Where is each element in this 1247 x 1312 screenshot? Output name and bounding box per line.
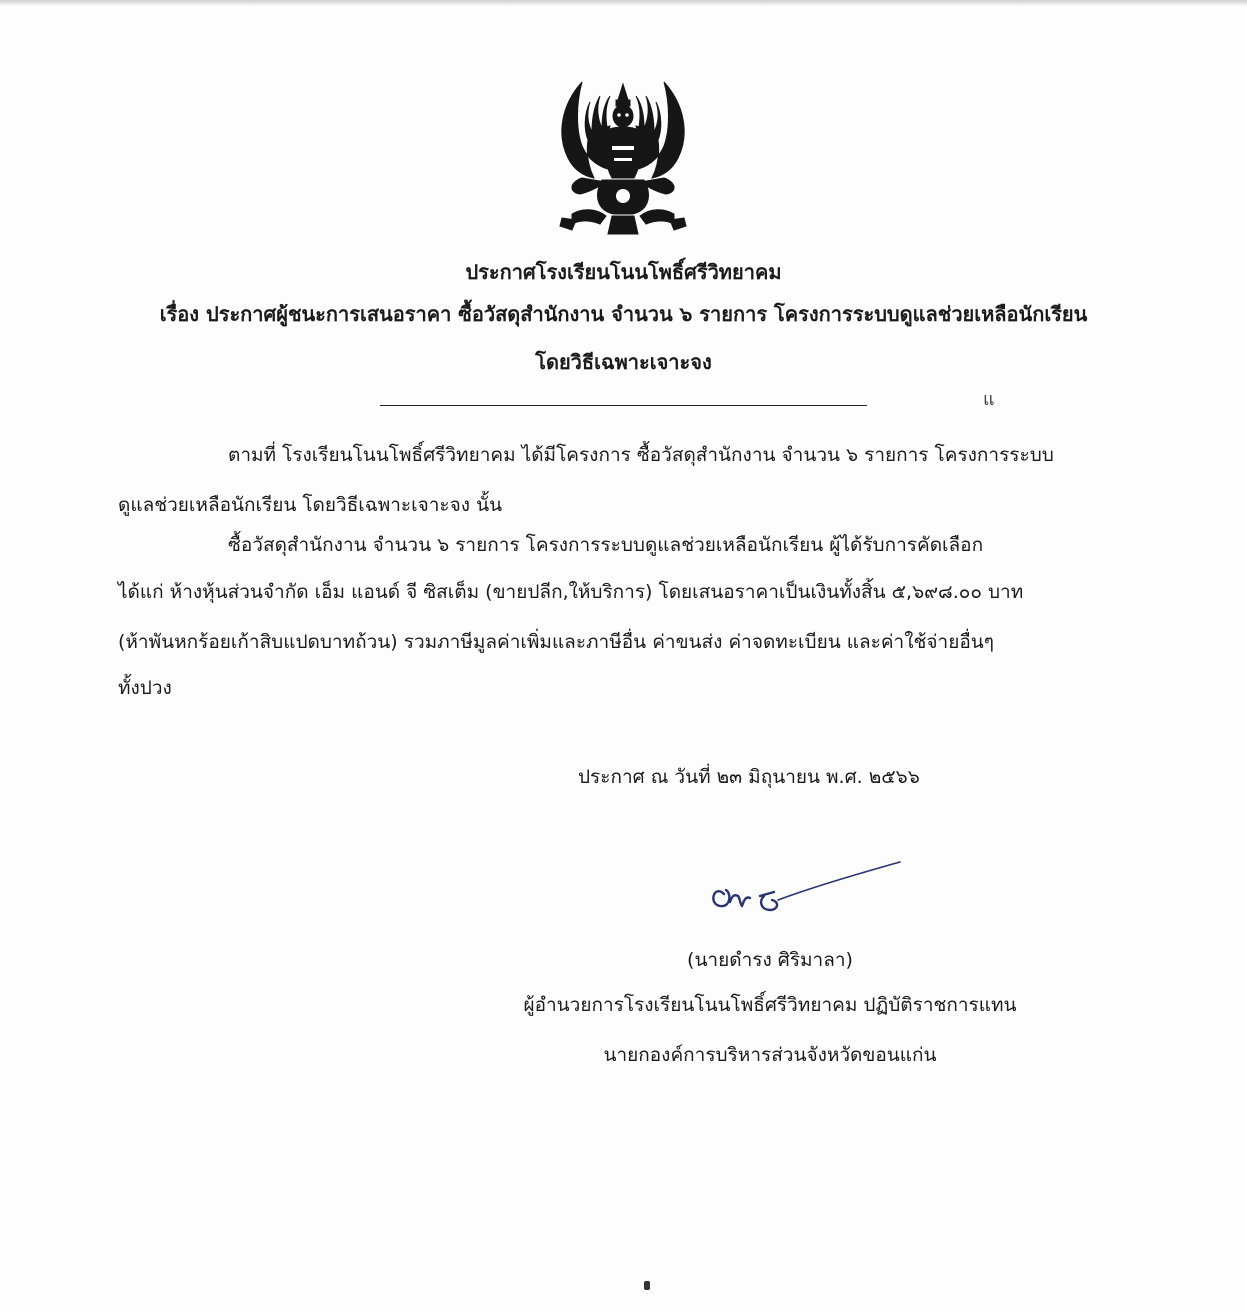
body-paragraph-1-line-1: ตามที่ โรงเรียนโนนโพธิ์ศรีวิทยาคม ได้มีโครงการ ซื้อวัสดุสำนักงาน จำนวน ๖ รายการ โครงการระบบ xyxy=(228,444,1054,466)
body-paragraph-2-line-3: (ห้าพันหกร้อยเก้าสิบแปดบาทถ้วน) รวมภาษีมูลค่าเพิ่มและภาษีอื่น ค่าขนส่ง ค่าจดทะเบียน และค่าใช้จ่ายอื่นๆ xyxy=(118,631,994,653)
signatory-name: (นายดำรง ศิริมาลา) xyxy=(687,949,853,971)
announcement-subject: เรื่อง ประกาศผู้ชนะการเสนอราคา ซื้อวัสดุสำนักงาน จำนวน ๖ รายการ โครงการระบบดูแลช่วยเหลือนักเรียน xyxy=(159,302,1088,326)
title-divider xyxy=(380,405,867,406)
stray-mark: แ xyxy=(983,389,995,410)
body-paragraph-2-line-1: ซื้อวัสดุสำนักงาน จำนวน ๖ รายการ โครงการระบบดูแลช่วยเหลือนักเรียน ผู้ได้รับการคัดเลือก xyxy=(228,534,984,556)
garuda-emblem-icon xyxy=(542,74,704,244)
handwritten-signature xyxy=(700,852,910,922)
signatory-position-1: ผู้อำนวยการโรงเรียนโนนโพธิ์ศรีวิทยาคม ปฏิบัติราชการแทน xyxy=(523,994,1017,1016)
announcement-title: ประกาศโรงเรียนโนนโพธิ์ศรีวิทยาคม xyxy=(465,260,782,284)
scan-speck xyxy=(644,1281,650,1290)
signatory-position-2: นายกองค์การบริหารส่วนจังหวัดขอนแก่น xyxy=(603,1044,937,1066)
body-paragraph-2-line-4: ทั้งปวง xyxy=(118,677,172,699)
body-paragraph-2-line-2: ได้แก่ ห้างหุ้นส่วนจำกัด เอ็ม แอนด์ จี ซิสเต็ม (ขายปลีก,ให้บริการ) โดยเสนอราคาเป็นเงินทั้งสิ้น ๕,๖๙๘.๐๐ บาท xyxy=(118,581,1024,603)
body-paragraph-1-line-2: ดูแลช่วยเหลือนักเรียน โดยวิธีเฉพาะเจาะจง นั้น xyxy=(118,494,503,516)
procurement-method: โดยวิธีเฉพาะเจาะจง xyxy=(535,350,712,374)
scan-edge-shadow xyxy=(0,0,1247,6)
announcement-date: ประกาศ ณ วันที่ ๒๓ มิถุนายน พ.ศ. ๒๕๖๖ xyxy=(578,766,920,788)
